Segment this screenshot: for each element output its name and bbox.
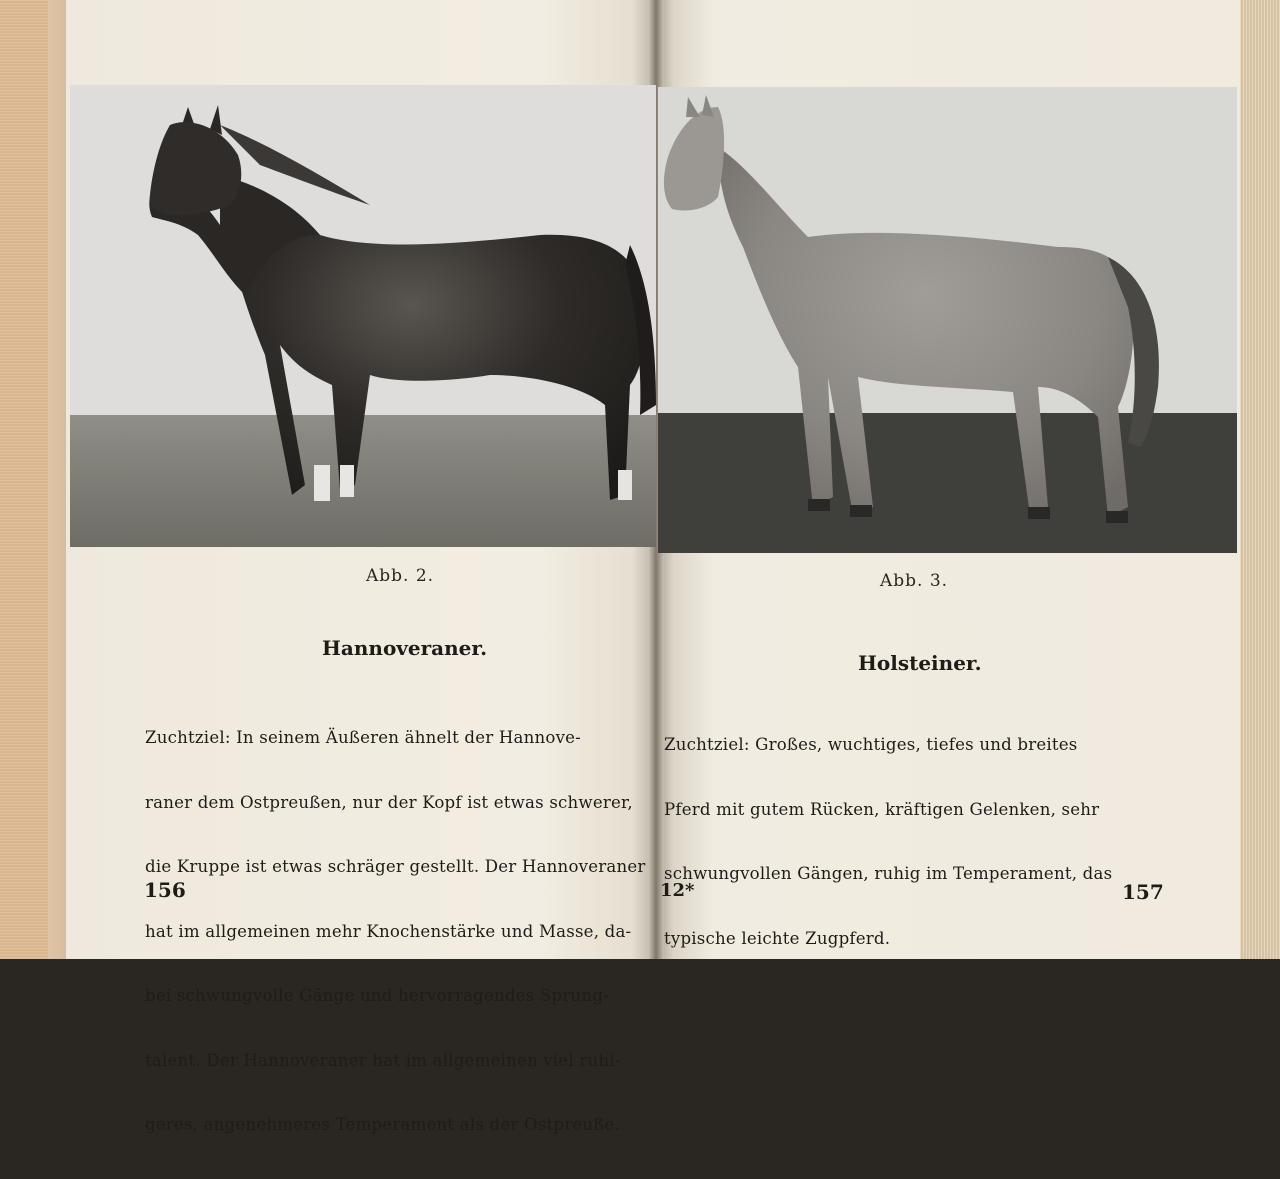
figure-caption-left: Abb. 2. — [366, 566, 435, 586]
page-number-left: 156 — [144, 878, 186, 902]
body-text-left — [145, 684, 646, 1179]
page-edges-right — [1236, 0, 1280, 959]
text-line: die Kruppe ist etwas schräger gestellt. Der Hannoveraner — [145, 857, 646, 876]
page-edges-left — [0, 0, 48, 959]
text-line: schwungvollen Gängen, ruhig im Temperament, das — [664, 864, 1113, 883]
text-line: Zuchtziel: Großes, wuchtiges, tiefes und breites — [664, 735, 1078, 754]
figure-caption-right: Abb. 3. — [880, 571, 949, 591]
hannoveraner-horse-photo — [70, 85, 656, 547]
heading-holsteiner: Holsteiner. — [858, 651, 982, 675]
page-number-right: 157 — [1122, 880, 1164, 904]
text-line: talent. Der Hannoveraner hat im allgemeinen viel ruhi- — [145, 1050, 621, 1070]
text-line: geres, angenehmeres Temperament als der Ostpreuße. — [145, 1115, 621, 1134]
signature-mark: 12* — [660, 880, 695, 901]
text-line: bei schwungvolle Gänge und hervorragendes Sprung- — [145, 986, 609, 1005]
heading-hannoveraner: Hannoveraner. — [322, 636, 488, 660]
text-line: Pferd mit gutem Rücken, kräftigen Gelenken, sehr — [664, 799, 1100, 819]
text-line: Zuchtziel: In seinem Äußeren ähnelt der Hannove- — [145, 728, 581, 747]
text-line: hat im allgemeinen mehr Knochenstärke und Masse, da- — [145, 921, 632, 941]
text-line: raner dem Ostpreußen, nur der Kopf ist etwas schwerer, — [145, 792, 633, 812]
holsteiner-horse-photo — [658, 87, 1237, 553]
body-text-right — [664, 691, 1112, 992]
text-line: typische leichte Zugpferd. — [664, 928, 891, 948]
